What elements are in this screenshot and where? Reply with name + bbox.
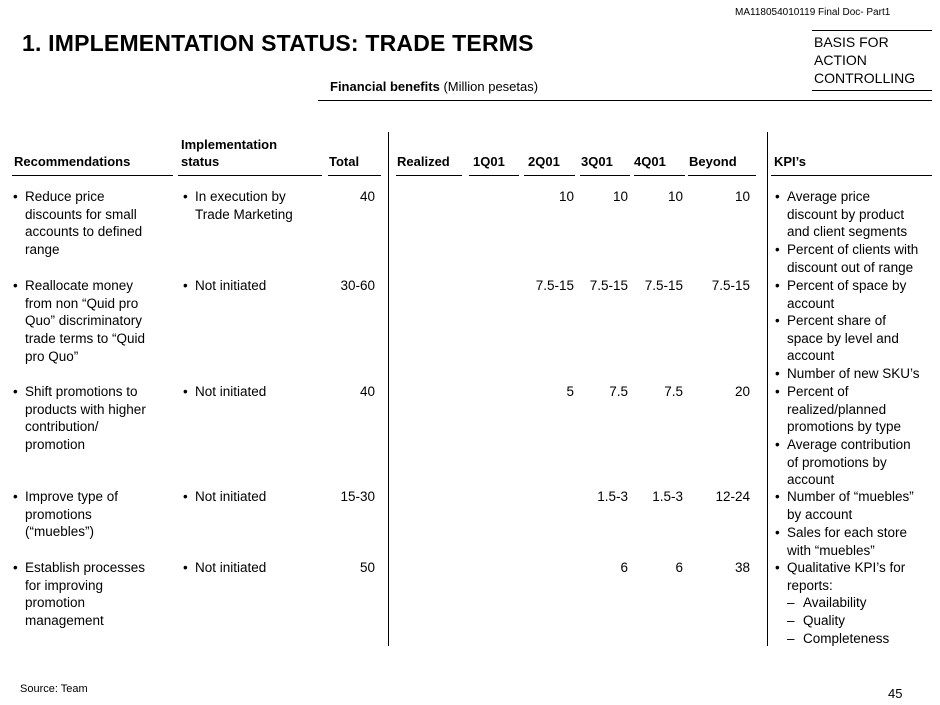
q4-value: 7.5 bbox=[664, 384, 683, 399]
kpi-item-line: Percent of space by bbox=[787, 278, 907, 293]
kpi-item bbox=[775, 383, 935, 436]
basis-box bbox=[812, 30, 932, 91]
kpi-item-line: of promotions by bbox=[787, 454, 887, 470]
bullet-icon: • bbox=[13, 384, 18, 399]
header-rule bbox=[328, 175, 381, 176]
kpi-cell bbox=[775, 188, 935, 241]
header-4q01: 4Q01 bbox=[634, 154, 666, 169]
kpi-item-line: account bbox=[787, 348, 835, 364]
kpi-cell bbox=[775, 524, 935, 559]
beyond-value: 10 bbox=[734, 189, 750, 204]
bullet-icon: • bbox=[775, 437, 780, 452]
bullet-icon: • bbox=[775, 366, 780, 381]
kpi-item-line: Percent of bbox=[787, 384, 849, 399]
bullet-icon: • bbox=[183, 489, 188, 504]
kpi-item-line: and client segments bbox=[787, 224, 908, 240]
dash-icon: – bbox=[787, 613, 795, 629]
kpi-item-line: account bbox=[787, 472, 835, 488]
kpi-cell bbox=[775, 241, 935, 276]
header-rule bbox=[12, 175, 173, 176]
q3-value: 7.5-15 bbox=[589, 278, 628, 293]
kpi-cell bbox=[775, 559, 935, 648]
recommendation-item-line: Quo” discriminatory bbox=[25, 313, 143, 329]
recommendation-item-line: discounts for small bbox=[25, 206, 137, 222]
kpi-subitem-text: Quality bbox=[803, 613, 846, 629]
status-item-line: Not initiated bbox=[195, 278, 267, 293]
status-item bbox=[183, 383, 323, 401]
recommendation-item-line: promotion bbox=[25, 437, 86, 453]
recommendation-cell bbox=[13, 383, 173, 454]
status-cell bbox=[183, 559, 323, 577]
header-rule bbox=[178, 175, 322, 176]
bullet-icon: • bbox=[775, 189, 780, 204]
recommendation-cell bbox=[13, 488, 173, 541]
basis-line: BASIS FOR bbox=[814, 34, 889, 50]
recommendation-item-line: for improving bbox=[25, 577, 104, 593]
header-rule bbox=[469, 175, 519, 176]
recommendation-item-line: promotion bbox=[25, 595, 86, 611]
status-cell bbox=[183, 188, 323, 223]
status-item-line: Not initiated bbox=[195, 560, 267, 575]
financial-benefits-unit: (Million pesetas) bbox=[443, 79, 539, 94]
kpi-item-line: Percent of clients with bbox=[787, 242, 919, 257]
kpi-item bbox=[775, 488, 935, 523]
kpi-item-line: account bbox=[787, 295, 835, 311]
kpi-item-line: space by level and bbox=[787, 330, 899, 346]
header-status: status bbox=[181, 154, 220, 169]
dash-icon: – bbox=[787, 630, 795, 646]
kpi-item bbox=[775, 188, 935, 241]
kpi-item bbox=[775, 241, 935, 276]
kpi-item bbox=[775, 436, 935, 489]
beyond-value: 7.5-15 bbox=[711, 278, 750, 293]
kpi-item-line: Average price bbox=[787, 189, 871, 204]
kpi-item-line: discount by product bbox=[787, 206, 905, 222]
header-3q01: 3Q01 bbox=[581, 154, 613, 169]
header-beyond: Beyond bbox=[689, 154, 737, 169]
financial-benefits-rule bbox=[318, 100, 932, 101]
kpi-item bbox=[775, 312, 935, 365]
column-separator bbox=[767, 132, 768, 646]
kpi-item-line: by account bbox=[787, 506, 853, 522]
q4-value: 6 bbox=[675, 560, 683, 575]
status-item bbox=[183, 559, 323, 577]
q3-value: 1.5-3 bbox=[597, 489, 628, 504]
bullet-icon: • bbox=[13, 489, 18, 504]
header-recommendations: Recommendations bbox=[14, 154, 131, 169]
kpi-item-line: reports: bbox=[787, 577, 833, 593]
q4-value: 10 bbox=[667, 189, 683, 204]
header-total: Total bbox=[329, 154, 360, 169]
recommendation-item-line: trade terms to “Quid bbox=[25, 331, 146, 347]
recommendation-item-line: pro Quo” bbox=[25, 348, 79, 364]
bullet-icon: • bbox=[775, 384, 780, 399]
status-item-line: Trade Marketing bbox=[195, 206, 293, 222]
recommendation-item-line: management bbox=[25, 613, 104, 629]
bullet-icon: • bbox=[775, 313, 780, 328]
kpi-item-line: with “muebles” bbox=[787, 542, 875, 558]
bullet-icon: • bbox=[183, 560, 188, 575]
total-value: 40 bbox=[359, 189, 375, 204]
kpi-cell bbox=[775, 436, 935, 489]
kpi-subitem-text: Availability bbox=[803, 595, 867, 611]
bullet-icon: • bbox=[183, 384, 188, 399]
recommendation-item-line: range bbox=[25, 242, 60, 258]
bullet-icon: • bbox=[775, 242, 780, 257]
bullet-icon: • bbox=[183, 189, 188, 204]
kpi-subitem bbox=[775, 594, 935, 612]
recommendation-item bbox=[13, 559, 173, 630]
header-rule bbox=[771, 175, 932, 176]
financial-benefits-caption bbox=[330, 79, 538, 94]
recommendation-item bbox=[13, 188, 173, 259]
kpi-item-line: Average contribution bbox=[787, 437, 911, 452]
basis-line: CONTROLLING bbox=[814, 70, 916, 86]
total-value: 40 bbox=[359, 384, 375, 399]
dash-icon: – bbox=[787, 595, 795, 611]
kpi-cell bbox=[775, 277, 935, 312]
bullet-icon: • bbox=[775, 278, 780, 293]
total-value: 15-30 bbox=[340, 489, 375, 504]
recommendation-cell bbox=[13, 188, 173, 259]
recommendation-item bbox=[13, 277, 173, 366]
kpi-item-line: discount out of range bbox=[787, 259, 914, 275]
kpi-cell bbox=[775, 365, 935, 383]
header-kpis: KPI’s bbox=[774, 154, 807, 169]
kpi-item bbox=[775, 559, 935, 594]
recommendation-item-line: contribution/ bbox=[25, 419, 99, 435]
bullet-icon: • bbox=[13, 278, 18, 293]
kpi-item-line: Number of new SKU’s bbox=[787, 366, 920, 381]
status-cell bbox=[183, 277, 323, 295]
header-rule bbox=[524, 175, 575, 176]
kpi-item bbox=[775, 277, 935, 312]
beyond-value: 20 bbox=[734, 384, 750, 399]
q4-value: 1.5-3 bbox=[652, 489, 683, 504]
header-rule bbox=[396, 175, 462, 176]
bullet-icon: • bbox=[775, 560, 780, 575]
beyond-value: 12-24 bbox=[715, 489, 750, 504]
column-separator bbox=[388, 132, 389, 646]
recommendation-item-line: (“muebles”) bbox=[25, 524, 95, 540]
status-item bbox=[183, 188, 323, 223]
header-implementation-status bbox=[181, 136, 277, 170]
kpi-subitem bbox=[775, 630, 935, 648]
status-item bbox=[183, 277, 323, 295]
kpi-item-line: promotions by type bbox=[787, 419, 902, 435]
financial-benefits-label: Financial benefits bbox=[330, 79, 440, 94]
q3-value: 6 bbox=[620, 560, 628, 575]
total-value: 50 bbox=[359, 560, 375, 575]
kpi-subitem bbox=[775, 612, 935, 630]
header-implementation: Implementation bbox=[181, 137, 278, 152]
recommendation-item-line: Reduce price bbox=[25, 189, 105, 204]
recommendation-item-line: Establish processes bbox=[25, 560, 146, 575]
header-realized: Realized bbox=[397, 154, 450, 169]
status-item-line: Not initiated bbox=[195, 384, 267, 399]
bullet-icon: • bbox=[775, 489, 780, 504]
header-rule bbox=[688, 175, 756, 176]
recommendation-cell bbox=[13, 559, 173, 630]
basis-line: ACTION bbox=[814, 52, 867, 68]
recommendation-item bbox=[13, 488, 173, 541]
recommendation-item-line: promotions bbox=[25, 506, 92, 522]
header-rule bbox=[580, 175, 630, 176]
kpi-item-line: Number of “muebles” bbox=[787, 489, 914, 504]
recommendation-item-line: Improve type of bbox=[25, 489, 119, 504]
kpi-cell bbox=[775, 383, 935, 436]
status-cell bbox=[183, 488, 323, 506]
recommendation-item bbox=[13, 383, 173, 454]
page-number: 45 bbox=[888, 686, 903, 701]
q3-value: 10 bbox=[612, 189, 628, 204]
recommendation-cell bbox=[13, 277, 173, 366]
kpi-subitem-text: Completeness bbox=[803, 630, 890, 646]
page-title: 1. IMPLEMENTATION STATUS: TRADE TERMS bbox=[22, 30, 534, 56]
kpi-item-line: Percent share of bbox=[787, 313, 887, 328]
q4-value: 7.5-15 bbox=[644, 278, 683, 293]
bullet-icon: • bbox=[183, 278, 188, 293]
status-cell bbox=[183, 383, 323, 401]
kpi-cell bbox=[775, 312, 935, 365]
kpi-item bbox=[775, 524, 935, 559]
status-item bbox=[183, 488, 323, 506]
status-item-line: In execution by bbox=[195, 189, 286, 204]
document-id: MA118054010119 Final Doc- Part1 bbox=[735, 7, 891, 18]
recommendation-item-line: products with higher bbox=[25, 401, 146, 417]
q2-value: 5 bbox=[566, 384, 574, 399]
kpi-item-line: Sales for each store bbox=[787, 525, 908, 540]
kpi-item-line: Qualitative KPI’s for bbox=[787, 560, 906, 575]
status-item-line: Not initiated bbox=[195, 489, 267, 504]
recommendation-item-line: from non “Quid pro bbox=[25, 295, 139, 311]
kpi-item bbox=[775, 365, 935, 383]
header-1q01: 1Q01 bbox=[473, 154, 505, 169]
q2-value: 10 bbox=[558, 189, 574, 204]
source-note: Source: Team bbox=[20, 683, 88, 695]
kpi-cell bbox=[775, 488, 935, 523]
q3-value: 7.5 bbox=[609, 384, 628, 399]
recommendation-item-line: accounts to defined bbox=[25, 224, 143, 240]
bullet-icon: • bbox=[775, 525, 780, 540]
recommendation-item-line: Reallocate money bbox=[25, 278, 134, 293]
beyond-value: 38 bbox=[734, 560, 750, 575]
header-rule bbox=[634, 175, 685, 176]
q2-value: 7.5-15 bbox=[535, 278, 574, 293]
total-value: 30-60 bbox=[340, 278, 375, 293]
recommendation-item-line: Shift promotions to bbox=[25, 384, 138, 399]
bullet-icon: • bbox=[13, 189, 18, 204]
bullet-icon: • bbox=[13, 560, 18, 575]
kpi-item-line: realized/planned bbox=[787, 401, 887, 417]
header-2q01: 2Q01 bbox=[528, 154, 560, 169]
